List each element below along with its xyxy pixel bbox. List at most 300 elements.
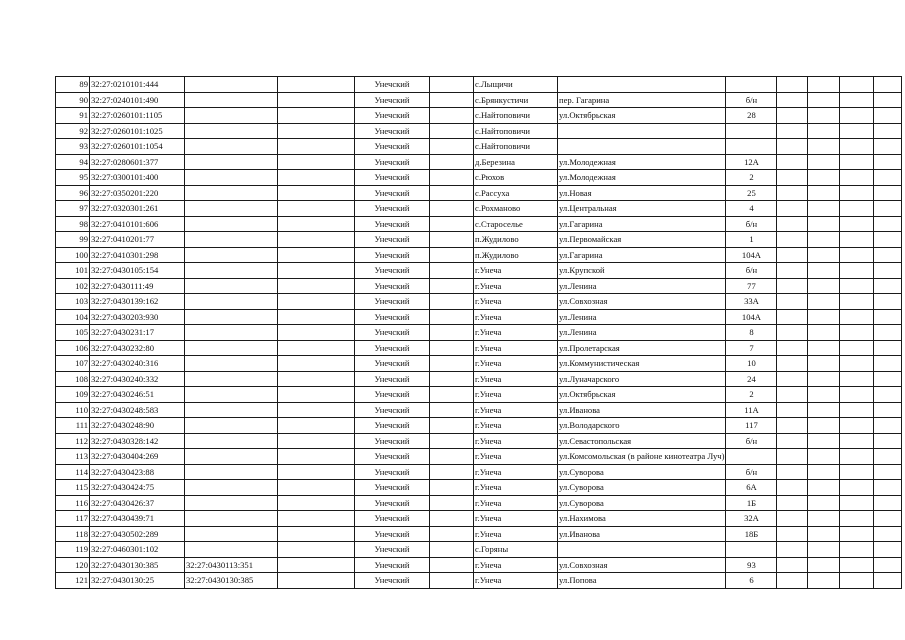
empty-cell	[808, 526, 840, 542]
locality-cell: г.Унеча	[474, 418, 558, 434]
district-cell: Унечский	[355, 201, 430, 217]
empty-cell	[874, 185, 902, 201]
empty-cell	[840, 263, 874, 279]
empty-cell	[874, 123, 902, 139]
street-cell: ул.Совхозная	[558, 557, 726, 573]
table-row	[56, 201, 902, 217]
row-number: 102	[56, 278, 90, 294]
empty-cell	[808, 325, 840, 341]
table-row	[56, 526, 902, 542]
empty-cell	[278, 92, 355, 108]
empty-cell	[278, 557, 355, 573]
empty-cell	[840, 495, 874, 511]
empty-cell	[430, 216, 474, 232]
related-cadastral-number	[185, 216, 278, 232]
empty-cell	[840, 573, 874, 589]
row-number: 121	[56, 573, 90, 589]
locality-cell: с.Староселье	[474, 216, 558, 232]
cadastral-number: 32:27:0430248:583	[90, 402, 185, 418]
empty-cell	[430, 542, 474, 558]
empty-cell	[430, 557, 474, 573]
street-cell: ул.Ленина	[558, 325, 726, 341]
cadastral-number: 32:27:0240101:490	[90, 92, 185, 108]
empty-cell	[430, 232, 474, 248]
related-cadastral-number	[185, 480, 278, 496]
street-cell: ул.Севастопольская	[558, 433, 726, 449]
locality-cell: с.Рассуха	[474, 185, 558, 201]
empty-cell	[430, 278, 474, 294]
row-number: 112	[56, 433, 90, 449]
empty-cell	[840, 418, 874, 434]
street-cell: ул.Первомайская	[558, 232, 726, 248]
house-number-cell: 6	[726, 573, 777, 589]
district-cell: Унечский	[355, 449, 430, 465]
street-cell: ул.Комсомольская (в районе кинотеатра Луч)	[558, 449, 726, 465]
related-cadastral-number	[185, 123, 278, 139]
empty-cell	[808, 154, 840, 170]
cadastral-number: 32:27:0280601:377	[90, 154, 185, 170]
house-number-cell: б/н	[726, 263, 777, 279]
empty-cell	[430, 387, 474, 403]
street-cell: ул.Ленина	[558, 278, 726, 294]
empty-cell	[430, 139, 474, 155]
street-cell: ул.Володарского	[558, 418, 726, 434]
empty-cell	[874, 263, 902, 279]
table-row	[56, 495, 902, 511]
street-cell: ул.Иванова	[558, 402, 726, 418]
locality-cell: г.Унеча	[474, 526, 558, 542]
street-cell: ул.Ленина	[558, 309, 726, 325]
empty-cell	[430, 294, 474, 310]
related-cadastral-number	[185, 526, 278, 542]
cadastral-number: 32:27:0300101:400	[90, 170, 185, 186]
empty-cell	[808, 402, 840, 418]
locality-cell: п.Жудилово	[474, 247, 558, 263]
empty-cell	[430, 309, 474, 325]
district-cell: Унечский	[355, 325, 430, 341]
house-number-cell: б/н	[726, 464, 777, 480]
empty-cell	[808, 278, 840, 294]
district-cell: Унечский	[355, 340, 430, 356]
cadastral-number: 32:27:0430426:37	[90, 495, 185, 511]
empty-cell	[430, 356, 474, 372]
district-cell: Унечский	[355, 526, 430, 542]
empty-cell	[874, 294, 902, 310]
row-number: 95	[56, 170, 90, 186]
locality-cell: с.Найтоповичи	[474, 108, 558, 124]
empty-cell	[777, 247, 808, 263]
locality-cell: г.Унеча	[474, 449, 558, 465]
empty-cell	[840, 480, 874, 496]
cadastral-number: 32:27:0260101:1025	[90, 123, 185, 139]
street-cell: ул.Пролетарская	[558, 340, 726, 356]
locality-cell: г.Унеча	[474, 340, 558, 356]
empty-cell	[840, 294, 874, 310]
row-number: 98	[56, 216, 90, 232]
empty-cell	[874, 77, 902, 93]
empty-cell	[840, 402, 874, 418]
empty-cell	[278, 356, 355, 372]
row-number: 93	[56, 139, 90, 155]
related-cadastral-number	[185, 418, 278, 434]
row-number: 116	[56, 495, 90, 511]
locality-cell: г.Унеча	[474, 294, 558, 310]
row-number: 113	[56, 449, 90, 465]
street-cell: ул.Совхозная	[558, 294, 726, 310]
street-cell: ул.Октябрьская	[558, 387, 726, 403]
house-number-cell	[726, 77, 777, 93]
empty-cell	[874, 325, 902, 341]
empty-cell	[874, 526, 902, 542]
related-cadastral-number	[185, 433, 278, 449]
empty-cell	[874, 216, 902, 232]
related-cadastral-number	[185, 511, 278, 527]
empty-cell	[430, 464, 474, 480]
table-row	[56, 185, 902, 201]
empty-cell	[430, 154, 474, 170]
street-cell	[558, 139, 726, 155]
cadastral-number: 32:27:0430130:25	[90, 573, 185, 589]
table-row	[56, 542, 902, 558]
empty-cell	[278, 340, 355, 356]
table-row	[56, 216, 902, 232]
table-row	[56, 139, 902, 155]
empty-cell	[430, 340, 474, 356]
street-cell: ул.Крупской	[558, 263, 726, 279]
empty-cell	[840, 309, 874, 325]
street-cell: ул.Новая	[558, 185, 726, 201]
empty-cell	[808, 340, 840, 356]
empty-cell	[278, 526, 355, 542]
district-cell: Унечский	[355, 139, 430, 155]
empty-cell	[808, 123, 840, 139]
related-cadastral-number	[185, 185, 278, 201]
table-row	[56, 557, 902, 573]
empty-cell	[430, 77, 474, 93]
house-number-cell: 93	[726, 557, 777, 573]
cadastral-number: 32:27:0430232:80	[90, 340, 185, 356]
cadastral-number: 32:27:0430439:71	[90, 511, 185, 527]
house-number-cell: 28	[726, 108, 777, 124]
related-cadastral-number	[185, 387, 278, 403]
empty-cell	[278, 402, 355, 418]
empty-cell	[874, 449, 902, 465]
row-number: 99	[56, 232, 90, 248]
empty-cell	[874, 92, 902, 108]
empty-cell	[278, 170, 355, 186]
empty-cell	[430, 185, 474, 201]
empty-cell	[840, 542, 874, 558]
locality-cell: г.Унеча	[474, 557, 558, 573]
row-number: 110	[56, 402, 90, 418]
empty-cell	[777, 402, 808, 418]
empty-cell	[777, 154, 808, 170]
empty-cell	[840, 356, 874, 372]
empty-cell	[808, 464, 840, 480]
row-number: 104	[56, 309, 90, 325]
district-cell: Унечский	[355, 170, 430, 186]
row-number: 97	[56, 201, 90, 217]
related-cadastral-number	[185, 92, 278, 108]
related-cadastral-number	[185, 263, 278, 279]
cadastral-number: 32:27:0430248:90	[90, 418, 185, 434]
table-row	[56, 92, 902, 108]
district-cell: Унечский	[355, 92, 430, 108]
empty-cell	[840, 325, 874, 341]
empty-cell	[278, 232, 355, 248]
cadastral-number: 32:27:0430240:316	[90, 356, 185, 372]
empty-cell	[278, 418, 355, 434]
row-number: 114	[56, 464, 90, 480]
cadastral-number: 32:27:0430502:289	[90, 526, 185, 542]
row-number: 108	[56, 371, 90, 387]
empty-cell	[808, 294, 840, 310]
empty-cell	[808, 418, 840, 434]
district-cell: Унечский	[355, 216, 430, 232]
empty-cell	[777, 387, 808, 403]
house-number-cell: 10	[726, 356, 777, 372]
related-cadastral-number	[185, 77, 278, 93]
locality-cell: г.Унеча	[474, 387, 558, 403]
related-cadastral-number	[185, 247, 278, 263]
table-row	[56, 433, 902, 449]
empty-cell	[278, 77, 355, 93]
cadastral-number: 32:27:0430424:75	[90, 480, 185, 496]
empty-cell	[874, 139, 902, 155]
table-row	[56, 232, 902, 248]
related-cadastral-number	[185, 371, 278, 387]
house-number-cell: 33А	[726, 294, 777, 310]
table-row	[56, 154, 902, 170]
empty-cell	[808, 480, 840, 496]
house-number-cell: 104А	[726, 309, 777, 325]
table-row	[56, 371, 902, 387]
locality-cell: г.Унеча	[474, 511, 558, 527]
locality-cell: п.Жудилово	[474, 232, 558, 248]
street-cell: ул.Центральная	[558, 201, 726, 217]
related-cadastral-number	[185, 464, 278, 480]
cadastral-number: 32:27:0350201:220	[90, 185, 185, 201]
street-cell	[558, 77, 726, 93]
empty-cell	[808, 573, 840, 589]
empty-cell	[874, 480, 902, 496]
empty-cell	[840, 526, 874, 542]
street-cell: ул.Нахимова	[558, 511, 726, 527]
street-cell	[558, 542, 726, 558]
empty-cell	[777, 123, 808, 139]
empty-cell	[808, 542, 840, 558]
cadastral-number: 32:27:0410101:606	[90, 216, 185, 232]
locality-cell: д.Березина	[474, 154, 558, 170]
table-row	[56, 77, 902, 93]
empty-cell	[777, 356, 808, 372]
locality-cell: г.Унеча	[474, 356, 558, 372]
cadastral-number: 32:27:0430139:162	[90, 294, 185, 310]
cadastral-number: 32:27:0430203:930	[90, 309, 185, 325]
house-number-cell: 1	[726, 232, 777, 248]
locality-cell: г.Унеча	[474, 371, 558, 387]
empty-cell	[777, 480, 808, 496]
empty-cell	[777, 170, 808, 186]
empty-cell	[430, 526, 474, 542]
district-cell: Унечский	[355, 573, 430, 589]
empty-cell	[808, 449, 840, 465]
row-number: 115	[56, 480, 90, 496]
house-number-cell: б/н	[726, 92, 777, 108]
empty-cell	[874, 232, 902, 248]
district-cell: Унечский	[355, 278, 430, 294]
street-cell: ул.Суворова	[558, 480, 726, 496]
locality-cell: г.Унеча	[474, 480, 558, 496]
table-row	[56, 247, 902, 263]
row-number: 118	[56, 526, 90, 542]
empty-cell	[840, 139, 874, 155]
house-number-cell: 77	[726, 278, 777, 294]
related-cadastral-number	[185, 449, 278, 465]
empty-cell	[777, 464, 808, 480]
house-number-cell	[726, 123, 777, 139]
empty-cell	[278, 511, 355, 527]
empty-cell	[278, 278, 355, 294]
district-cell: Унечский	[355, 495, 430, 511]
empty-cell	[840, 433, 874, 449]
cadastral-number: 32:27:0430240:332	[90, 371, 185, 387]
row-number: 92	[56, 123, 90, 139]
district-cell: Унечский	[355, 232, 430, 248]
empty-cell	[840, 170, 874, 186]
empty-cell	[278, 247, 355, 263]
table-row	[56, 480, 902, 496]
empty-cell	[430, 573, 474, 589]
row-number: 119	[56, 542, 90, 558]
empty-cell	[874, 433, 902, 449]
district-cell: Унечский	[355, 464, 430, 480]
locality-cell: г.Унеча	[474, 309, 558, 325]
street-cell: ул.Луначарского	[558, 371, 726, 387]
empty-cell	[840, 340, 874, 356]
empty-cell	[874, 464, 902, 480]
house-number-cell: 1Б	[726, 495, 777, 511]
cadastral-number: 32:27:0260101:1054	[90, 139, 185, 155]
district-cell: Унечский	[355, 418, 430, 434]
cadastral-number: 32:27:0320301:261	[90, 201, 185, 217]
empty-cell	[777, 294, 808, 310]
district-cell: Унечский	[355, 542, 430, 558]
cadastral-number: 32:27:0430328:142	[90, 433, 185, 449]
empty-cell	[874, 573, 902, 589]
empty-cell	[430, 402, 474, 418]
street-cell: ул.Гагарина	[558, 216, 726, 232]
empty-cell	[430, 247, 474, 263]
empty-cell	[874, 557, 902, 573]
related-cadastral-number	[185, 139, 278, 155]
cadastral-number: 32:27:0260101:1105	[90, 108, 185, 124]
empty-cell	[874, 402, 902, 418]
locality-cell: г.Унеча	[474, 278, 558, 294]
related-cadastral-number	[185, 108, 278, 124]
locality-cell: г.Унеча	[474, 325, 558, 341]
house-number-cell: 6А	[726, 480, 777, 496]
table-row	[56, 464, 902, 480]
table-row	[56, 402, 902, 418]
empty-cell	[430, 495, 474, 511]
empty-cell	[808, 433, 840, 449]
related-cadastral-number	[185, 294, 278, 310]
house-number-cell: б/н	[726, 216, 777, 232]
empty-cell	[278, 216, 355, 232]
house-number-cell: 32А	[726, 511, 777, 527]
table-row	[56, 263, 902, 279]
empty-cell	[430, 123, 474, 139]
empty-cell	[430, 371, 474, 387]
street-cell: ул.Иванова	[558, 526, 726, 542]
empty-cell	[840, 278, 874, 294]
row-number: 101	[56, 263, 90, 279]
empty-cell	[278, 185, 355, 201]
empty-cell	[777, 325, 808, 341]
empty-cell	[777, 108, 808, 124]
district-cell: Унечский	[355, 433, 430, 449]
empty-cell	[840, 201, 874, 217]
empty-cell	[777, 449, 808, 465]
table-row	[56, 418, 902, 434]
district-cell: Унечский	[355, 77, 430, 93]
district-cell: Унечский	[355, 557, 430, 573]
table-row	[56, 278, 902, 294]
street-cell: ул.Октябрьская	[558, 108, 726, 124]
empty-cell	[808, 557, 840, 573]
empty-cell	[874, 108, 902, 124]
house-number-cell: 8	[726, 325, 777, 341]
empty-cell	[777, 216, 808, 232]
related-cadastral-number	[185, 356, 278, 372]
empty-cell	[808, 232, 840, 248]
row-number: 111	[56, 418, 90, 434]
row-number: 106	[56, 340, 90, 356]
empty-cell	[874, 340, 902, 356]
empty-cell	[430, 108, 474, 124]
district-cell: Унечский	[355, 480, 430, 496]
cadastral-number: 32:27:0430404:269	[90, 449, 185, 465]
table-row	[56, 511, 902, 527]
street-cell: ул.Коммунистическая	[558, 356, 726, 372]
empty-cell	[278, 573, 355, 589]
district-cell: Унечский	[355, 294, 430, 310]
empty-cell	[840, 108, 874, 124]
row-number: 120	[56, 557, 90, 573]
house-number-cell: 7	[726, 340, 777, 356]
empty-cell	[777, 263, 808, 279]
land-plots-table	[55, 76, 902, 589]
empty-cell	[430, 511, 474, 527]
empty-cell	[777, 92, 808, 108]
empty-cell	[278, 294, 355, 310]
table-row	[56, 356, 902, 372]
table-body	[56, 77, 902, 589]
empty-cell	[840, 511, 874, 527]
house-number-cell: 18Б	[726, 526, 777, 542]
district-cell: Унечский	[355, 387, 430, 403]
empty-cell	[840, 154, 874, 170]
empty-cell	[278, 108, 355, 124]
empty-cell	[430, 433, 474, 449]
related-cadastral-number	[185, 309, 278, 325]
related-cadastral-number	[185, 340, 278, 356]
empty-cell	[840, 557, 874, 573]
empty-cell	[777, 418, 808, 434]
empty-cell	[278, 480, 355, 496]
table-row	[56, 573, 902, 589]
